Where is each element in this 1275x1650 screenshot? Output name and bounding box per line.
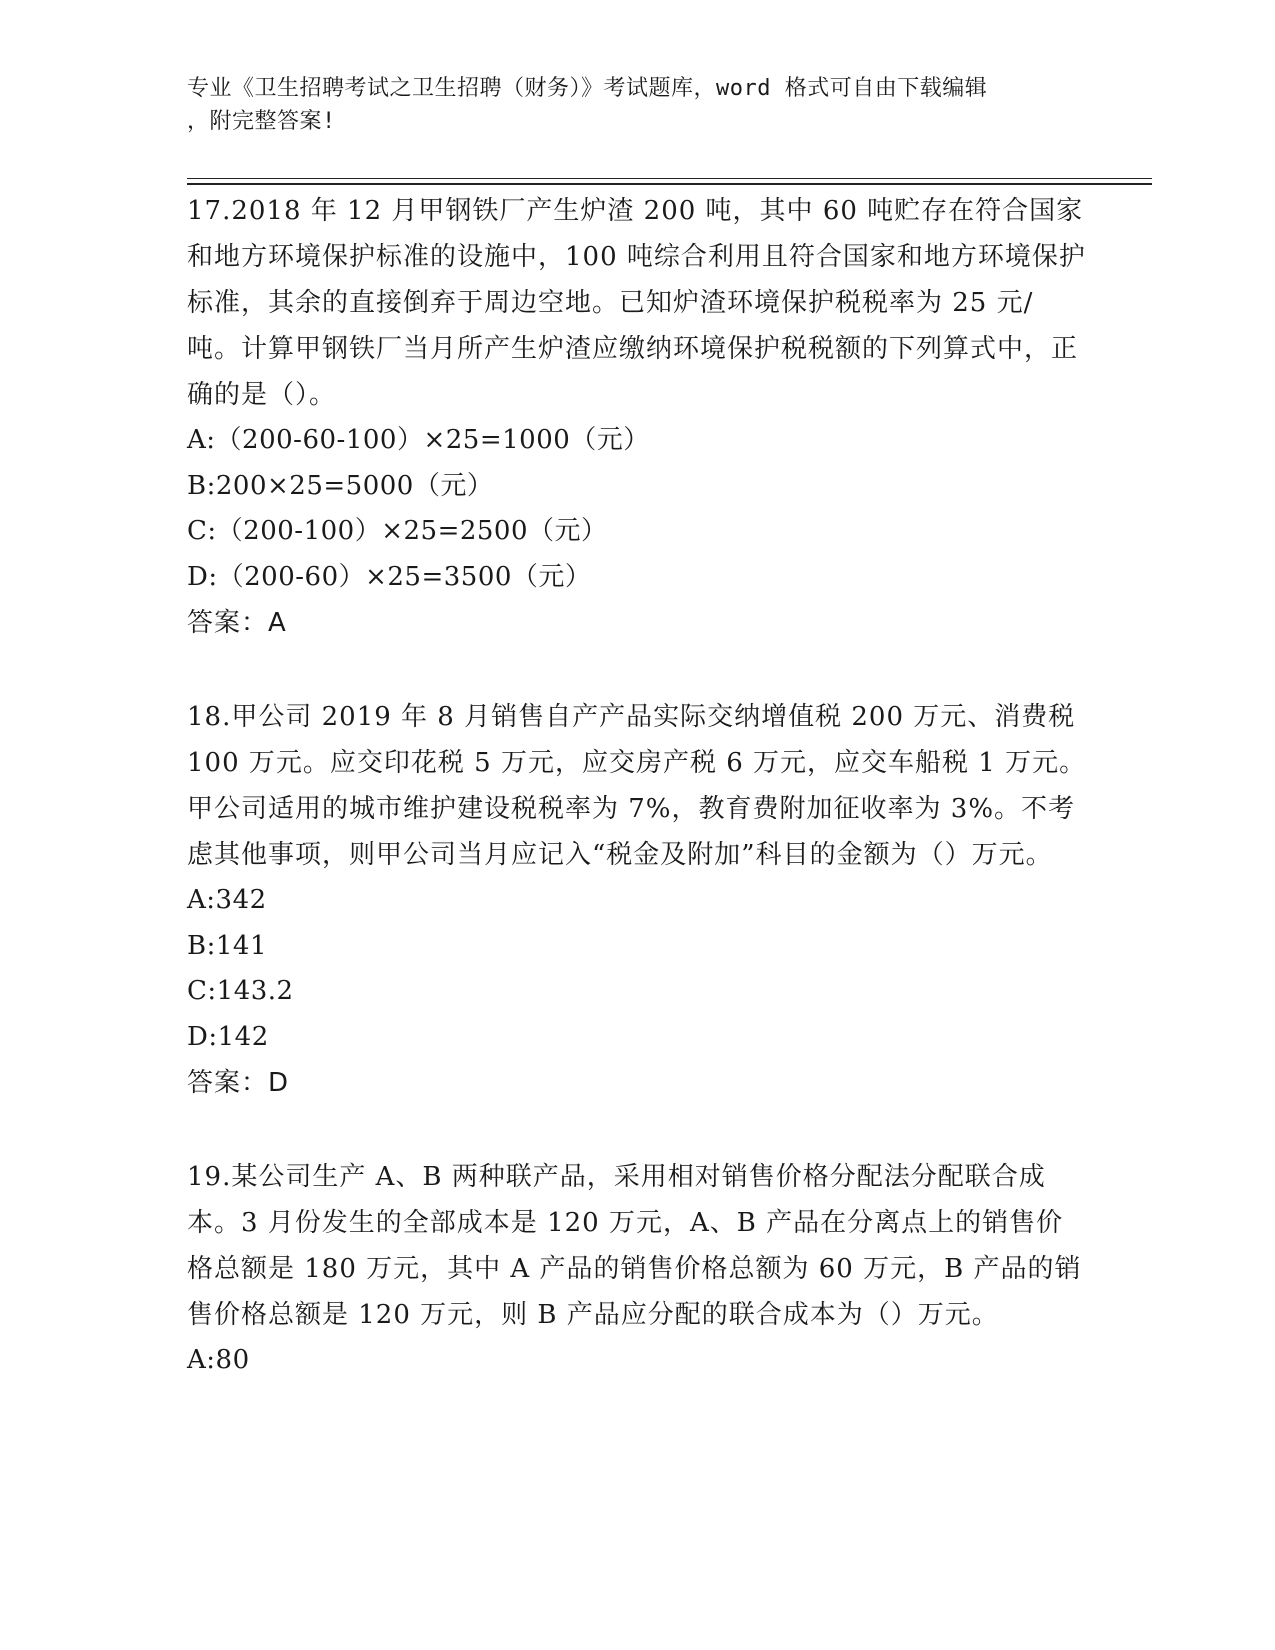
header-line-1: 专业《卫生招聘考试之卫生招聘（财务）》考试题库，word 格式可自由下载编辑 bbox=[187, 76, 988, 101]
answer: 答案：A bbox=[187, 608, 287, 638]
question-18 bbox=[187, 694, 1087, 1106]
option-c: C:（200-100）×25=2500（元） bbox=[187, 516, 608, 546]
header-divider-thick bbox=[187, 183, 1152, 185]
document-header bbox=[187, 72, 1067, 138]
question-17 bbox=[187, 188, 1087, 646]
question-19 bbox=[187, 1154, 1087, 1384]
question-stem: 17.2018 年 12 月甲钢铁厂产生炉渣 200 吨，其中 60 吨贮存在符合国家和地方环境保护标准的设施中，100 吨综合利用且符合国家和地方环境保护标准，其余的直接倒弃于周边空地。已知炉渣环境保护税税率为 25 元/吨。计算甲钢铁厂当月所产生炉渣应缴纳环境保护税税额的下列算式中，正确的是（）。 bbox=[187, 196, 1086, 410]
option-a: A:80 bbox=[187, 1345, 250, 1375]
option-b: B:200×25=5000（元） bbox=[187, 470, 494, 501]
answer: 答案：D bbox=[187, 1068, 290, 1098]
header-divider-thin bbox=[187, 178, 1152, 179]
option-a: A:（200-60-100）×25=1000（元） bbox=[187, 425, 650, 455]
option-d: D:142 bbox=[187, 1021, 269, 1052]
question-list bbox=[187, 188, 1087, 1432]
option-b: B:141 bbox=[187, 930, 268, 961]
header-line-2: ，附完整答案! bbox=[187, 109, 336, 134]
option-a: A:342 bbox=[187, 885, 267, 915]
option-c: C:143.2 bbox=[187, 976, 294, 1006]
question-stem: 18.甲公司 2019 年 8 月销售自产产品实际交纳增值税 200 万元、消费税 100 万元。应交印花税 5 万元，应交房产税 6 万元，应交车船税 1 万元。甲公司适用的城市维护建设税税率为 7%，教育费附加征收率为 3%。不考虑其他事项，则甲公司当月应记入“税金及附加”科目的金额为（）万元。 bbox=[187, 702, 1087, 870]
question-stem: 19.某公司生产 A、B 两种联产品，采用相对销售价格分配法分配联合成本。3 月份发生的全部成本是 120 万元，A、B 产品在分离点上的销售价格总额是 180 万元，其中 A 产品的销售价格总额为 60 万元，B 产品的销售价格总额是 120 万元，则 B 产品应分配的联合成本为（）万元。 bbox=[187, 1162, 1082, 1330]
option-d: D:（200-60）×25=3500（元） bbox=[187, 561, 592, 592]
